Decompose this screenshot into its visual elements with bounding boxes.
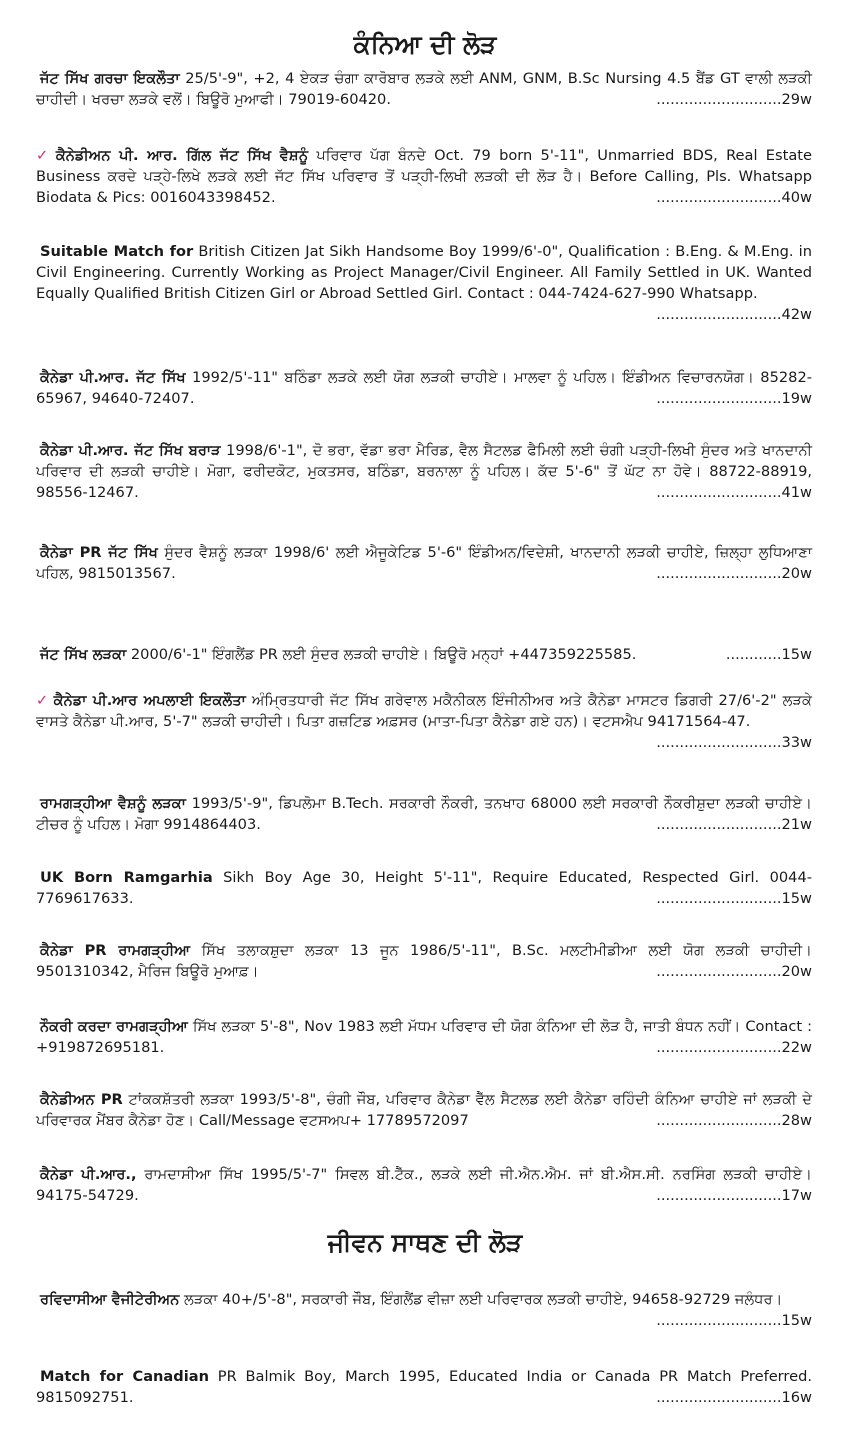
ad-lead: ਕੈਨੇਡਾ ਪੀ.ਆਰ. ਜੱਟ ਸਿੱਖ ਬਰਾੜ	[40, 442, 221, 459]
ad-ref: ...........................15w	[656, 890, 812, 907]
ad-lead: ਨੌਕਰੀ ਕਰਦਾ ਰਾਮਗੜ੍ਹੀਆ	[40, 1018, 188, 1035]
tick-icon: ✓	[36, 692, 50, 709]
ad-body: 2000/6'-1" ਇੰਗਲੈਂਡ PR ਲਈ ਸੁੰਦਰ ਲੜਕੀ ਚਾਹੀਏ। ਬਿਊਰੋ ਮਨ੍ਹਾਂ +447359225585.	[126, 646, 637, 663]
ad-ref: ...........................41w	[656, 484, 812, 501]
ad-ref: ...........................29w	[656, 91, 812, 108]
ad-ref: ...........................20w	[656, 963, 812, 980]
ad-item	[36, 1289, 812, 1331]
ad-item	[36, 1089, 812, 1131]
ad-item	[36, 644, 812, 665]
ad-lead: ਰਾਮਗੜ੍ਹੀਆ ਵੈਸ਼ਨੂੰ ਲੜਕਾ	[40, 795, 186, 812]
ad-body: ਲੜਕਾ 40+/5'-8", ਸਰਕਾਰੀ ਜੌਬ, ਇੰਗਲੈਂਡ ਵੀਜ਼ਾ ਲਈ ਪਰਿਵਾਰਕ ਲੜਕੀ ਚਾਹੀਏ, 94658-92729 ਜਲੰਧਰ।	[179, 1291, 783, 1308]
ad-item	[36, 542, 812, 584]
section-title-bride-wanted: ਕੰਨਿਆ ਦੀ ਲੋੜ	[353, 30, 497, 59]
ad-ref: ...........................22w	[656, 1039, 812, 1056]
ad-body: 1998/6'-1", ਦੋ ਭਰਾ, ਵੱਡਾ ਭਰਾ ਮੈਰਿਡ, ਵੈਲ ਸੈਟਲਡ ਫੈਮਿਲੀ ਲਈ ਚੰਗੀ ਪੜ੍ਹੀ-ਲਿਖੀ ਸੁੰਦਰ ਅਤੇ ਖਾਨਦਾਨੀ ਪਰਿਵਾਰ ਦੀ ਲੜਕੀ ਚਾਹੀਏ। ਮੋਗਾ, ਫਰੀਦਕੋਟ, ਮੁਕਤਸਰ, ਬਠਿੰਡਾ, ਬਰਨਾਲਾ ਨੂੰ ਪਹਿਲ। ਕੱਦ 5'-6" ਤੋਂ ਘੱਟ ਨਾ ਹੋਵੇ। 88722-88919, 98556-12467.	[36, 442, 813, 501]
ad-body: ਸਿੱਖ ਤਲਾਕਸ਼ੁਦਾ ਲੜਕਾ 13 ਜੂਨ 1986/5'-11", B.Sc. ਮਲਟੀਮੀਡੀਆ ਲਈ ਯੋਗ ਲੜਕੀ ਚਾਹੀਦੀ। 9501310342, ਮੈਰਿਜ ਬਿਊਰੋ ਮੁਆਫ਼।	[36, 942, 813, 980]
ad-item	[36, 867, 812, 909]
ad-ref: ............15w	[725, 646, 812, 663]
ad-item	[36, 1366, 812, 1408]
tick-icon: ✓	[36, 147, 52, 164]
ad-body: 25/5'-9", +2, 4 ਏਕੜ ਚੰਗਾ ਕਾਰੋਬਾਰ ਲੜਕੇ ਲਈ ANM, GNM, B.Sc Nursing 4.5 ਬੈਂਡ GT ਵਾਲੀ ਲੜਕੀ ਚਾਹੀਦੀ। ਖਰਚਾ ਲੜਕੇ ਵਲੋਂ। ਬਿਊਰੋ ਮੁਆਫੀ। 79019-60420.	[36, 70, 812, 108]
ad-item	[36, 1164, 812, 1206]
ad-lead: ਕੈਨੇਡਾ ਪੀ.ਆਰ.,	[40, 1166, 137, 1183]
ad-ref: ...........................40w	[656, 189, 812, 206]
ad-body: 1993/5'-9", ਡਿਪਲੋਮਾ B.Tech. ਸਰਕਾਰੀ ਨੌਕਰੀ, ਤਨਖਾਹ 68000 ਲਈ ਸਰਕਾਰੀ ਨੌਕਰੀਸ਼ੁਦਾ ਲੜਕੀ ਚਾਹੀਏ। ਟੀਚਰ ਨੂੰ ਪਹਿਲ। ਮੋਗਾ 9914864403.	[36, 795, 812, 833]
ad-item	[36, 793, 812, 835]
ad-lead: UK Born Ramgarhia	[40, 869, 213, 886]
ad-lead: ਕੈਨੇਡਾ PR ਜੱਟ ਸਿੱਖ	[40, 544, 158, 561]
ad-body: ਰਾਮਦਾਸੀਆ ਸਿੱਖ 1995/5'-7" ਸਿਵਲ ਬੀ.ਟੈੱਕ., ਲੜਕੇ ਲਈ ਜੀ.ਐਨ.ਐਮ. ਜਾਂ ਬੀ.ਐਸ.ਸੀ. ਨਰਸਿੰਗ ਲੜਕੀ ਚਾਹੀਏ। 94175-54729.	[36, 1166, 812, 1204]
ad-item	[36, 690, 812, 753]
ad-item	[36, 241, 812, 325]
ad-lead: ਕੈਨੇਡਾ PR ਰਾਮਗੜ੍ਹੀਆ	[40, 942, 191, 959]
ad-body: 1992/5'-11" ਬਠਿੰਡਾ ਲੜਕੇ ਲਈ ਯੋਗ ਲੜਕੀ ਚਾਹੀਏ। ਮਾਲਵਾ ਨੂੰ ਪਹਿਲ। ਇੰਡੀਅਨ ਵਿਚਾਰਨਯੋਗ। 85282-65967, 94640-72407.	[36, 369, 812, 407]
ad-lead: ਕੈਨੇਡੀਅਨ PR	[40, 1091, 123, 1108]
ad-item	[36, 68, 812, 110]
ad-body: ਸੁੰਦਰ ਵੈਸ਼ਨੂੰ ਲੜਕਾ 1998/6' ਲਈ ਐਜੂਕੇਟਿਡ 5'-6" ਇੰਡੀਅਨ/ਵਿਦੇਸ਼ੀ, ਖਾਨਦਾਨੀ ਲੜਕੀ ਚਾਹੀਏ, ਜ਼ਿਲ੍ਹਾ ਲੁਧਿਆਣਾ ਪਹਿਲ, 9815013567.	[36, 544, 813, 582]
ad-ref: ...........................33w	[656, 734, 812, 751]
ad-lead: Suitable Match for	[40, 243, 194, 260]
ad-item	[36, 145, 812, 208]
ad-lead: Match for Canadian	[40, 1368, 209, 1385]
ad-ref: ...........................19w	[656, 390, 812, 407]
ad-lead: ਕੈਨੇਡੀਅਨ ਪੀ. ਆਰ. ਗਿੱਲ ਜੱਟ ਸਿੱਖ ਵੈਸ਼ਨੂੰ	[55, 147, 309, 164]
ad-ref: ...........................16w	[656, 1389, 812, 1406]
ad-item	[36, 940, 812, 982]
ad-ref: ...........................15w	[656, 1312, 812, 1329]
ad-lead: ਕੈਨੇਡਾ ਪੀ.ਆਰ. ਜੱਟ ਸਿੱਖ	[40, 369, 186, 386]
ad-ref: ...........................17w	[656, 1187, 812, 1204]
ad-ref: ...........................20w	[656, 565, 812, 582]
ad-ref: ...........................28w	[656, 1112, 812, 1129]
ad-item	[36, 367, 812, 409]
ad-body: ਪਰਿਵਾਰ ਪੱਗ ਬੰਨਦੇ Oct. 79 born 5'-11", Unmarried BDS, Real Estate Business ਕਰਦੇ ਪੜ੍ਹੇ-ਲਿਖੇ ਲੜਕੇ ਲਈ ਜੱਟ ਸਿੱਖ ਪਰਿਵਾਰ ਤੋਂ ਪੜ੍ਹੀ-ਲਿਖੀ ਲੜਕੀ ਦੀ ਲੋੜ ਹੈ। Before Calling, Pls. Whatsapp Biodata & Pics: 0016043398452.	[36, 147, 812, 206]
ad-lead: ਜੱਟ ਸਿੱਖ ਲੜਕਾ	[40, 646, 127, 663]
ad-body: ਸਿੱਖ ਲੜਕਾ 5'-8", Nov 1983 ਲਈ ਮੱਧਮ ਪਰਿਵਾਰ ਦੀ ਯੋਗ ਕੰਨਿਆ ਦੀ ਲੋੜ ਹੈ, ਜਾਤੀ ਬੰਧਨ ਨਹੀਂ। Contact : +919872695181.	[36, 1018, 812, 1056]
section-title-life-partner-wanted: ਜੀਵਨ ਸਾਥਣ ਦੀ ਲੋੜ	[327, 1228, 523, 1257]
ad-lead: ਜੱਟ ਸਿੱਖ ਗਰਚਾ ਇਕਲੌਤਾ	[40, 70, 180, 87]
ad-ref: ...........................42w	[656, 306, 812, 323]
ad-item	[36, 440, 812, 503]
ad-lead: ਰਵਿਦਾਸੀਆ ਵੈਜੀਟੇਰੀਅਨ	[40, 1291, 180, 1308]
ad-item	[36, 1016, 812, 1058]
ad-body: British Citizen Jat Sikh Handsome Boy 1999/6'-0", Qualification : B.Eng. & M.Eng. in Civil Engineering. Currently Working as Project Manager/Civil Engineer. All Family Settled in UK. Wanted Equally Qualified British Citizen Girl or Abroad Settled Girl. Contact : 044-7424-627-990 Whatsapp.	[36, 243, 812, 302]
ad-lead: ਕੈਨੇਡਾ ਪੀ.ਆਰ ਅਪਲਾਈ ਇਕਲੌਤਾ	[53, 692, 246, 709]
ad-body: ਟਾਂਕਕਸ਼ੱਤਰੀ ਲੜਕਾ 1993/5'-8", ਚੰਗੀ ਜੌਬ, ਪਰਿਵਾਰ ਕੈਨੇਡਾ ਵੈੱਲ ਸੈਟਲਡ ਲਈ ਕੈਨੇਡਾ ਰਹਿੰਦੀ ਕੰਨਿਆ ਚਾਹੀਏ ਜਾਂ ਲੜਕੀ ਦੇ ਪਰਿਵਾਰਕ ਮੈਂਬਰ ਕੈਨੇਡਾ ਹੋਣ। Call/Message ਵਟਸਅਪ+ 17789572097	[36, 1091, 812, 1129]
ad-body: PR Balmik Boy, March 1995, Educated India or Canada PR Match Preferred. 9815092751.	[36, 1368, 812, 1406]
ad-body: ਅੰਮ੍ਰਿਤਧਾਰੀ ਜੱਟ ਸਿੱਖ ਗਰੇਵਾਲ ਮਕੈਨੀਕਲ ਇੰਜੀਨੀਅਰ ਅਤੇ ਕੈਨੇਡਾ ਮਾਸਟਰ ਡਿਗਰੀ 27/6'-2" ਲੜਕੇ ਵਾਸਤੇ ਕੈਨੇਡਾ ਪੀ.ਆਰ, 5'-7" ਲੜਕੀ ਚਾਹੀਦੀ। ਪਿਤਾ ਗਜ਼ਟਿਡ ਅਫ਼ਸਰ (ਮਾਤਾ-ਪਿਤਾ ਕੈਨੇਡਾ ਗਏ ਹਨ)। ਵਟਸਐਪ 94171564-47.	[36, 692, 812, 730]
ad-body: Sikh Boy Age 30, Height 5'-11", Require Educated, Respected Girl. 0044-7769617633.	[36, 869, 812, 907]
ad-ref: ...........................21w	[656, 816, 812, 833]
